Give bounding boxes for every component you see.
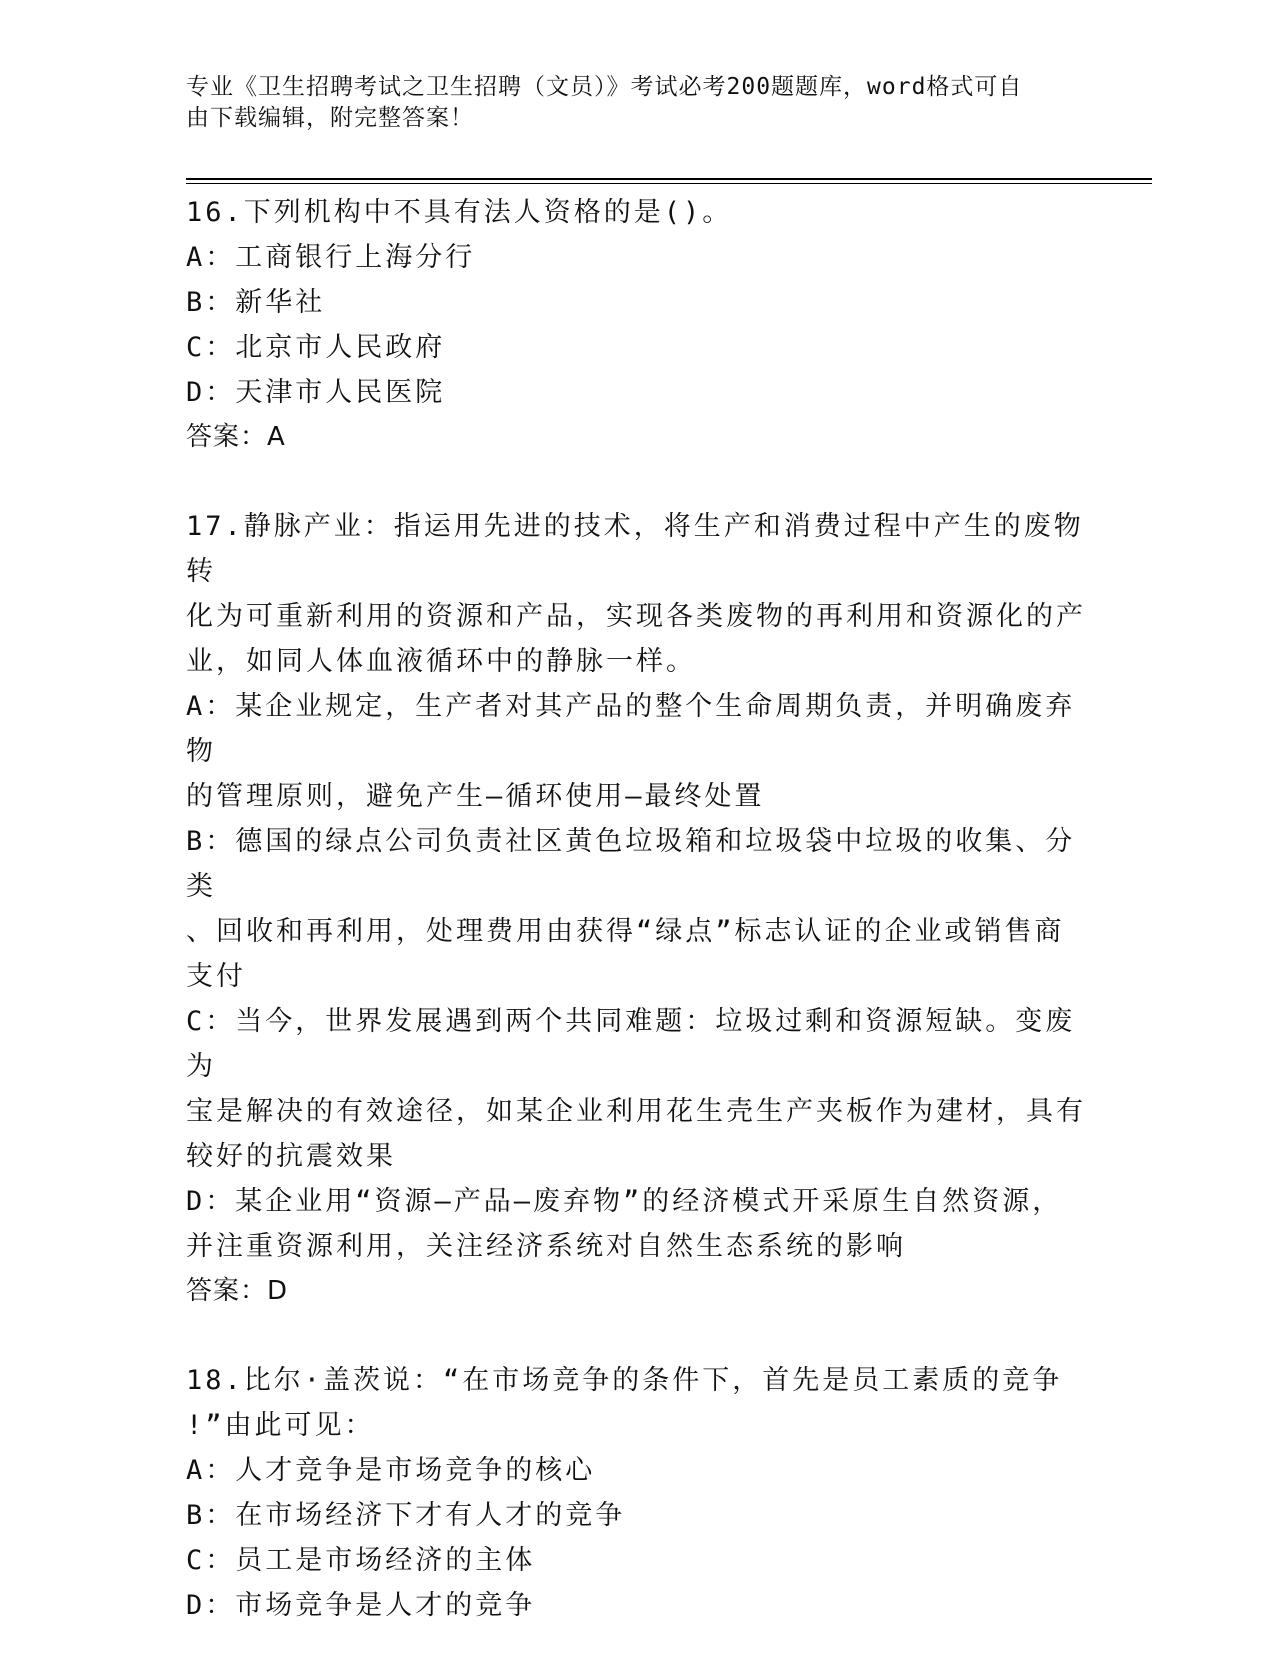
option-line: B：新华社 bbox=[186, 287, 326, 318]
question-block bbox=[186, 1358, 1086, 1628]
option-line: 并注重资源利用，关注经济系统对自然生态系统的影响 bbox=[186, 1231, 906, 1262]
question-stem-line: 业，如同人体血液循环中的静脉一样。 bbox=[186, 646, 696, 677]
question-block bbox=[186, 504, 1086, 1314]
header-rule-thin bbox=[186, 183, 1152, 184]
option-line: 较好的抗震效果 bbox=[186, 1141, 396, 1172]
question-stem-line: 化为可重新利用的资源和产品，实现各类废物的再利用和资源化的产 bbox=[186, 601, 1086, 632]
option-line: A：人才竞争是市场竞争的核心 bbox=[186, 1455, 596, 1486]
document-header bbox=[186, 72, 1066, 134]
header-line-2: 由下载编辑，附完整答案！ bbox=[186, 105, 474, 131]
option-line: C：员工是市场经济的主体 bbox=[186, 1545, 536, 1576]
option-line: D：天津市人民医院 bbox=[186, 377, 446, 408]
option-line: 的管理原则，避免产生—循环使用—最终处置 bbox=[186, 781, 765, 812]
question-block bbox=[186, 190, 1086, 460]
option-line: C：北京市人民政府 bbox=[186, 332, 446, 363]
option-line: D：某企业用“资源—产品—废弃物”的经济模式开采原生自然资源， bbox=[186, 1186, 1063, 1217]
question-stem-line: 18.比尔·盖茨说：“在市场竞争的条件下，首先是员工素质的竞争 bbox=[186, 1365, 1063, 1396]
header-line-1: 专业《卫生招聘考试之卫生招聘（文员）》考试必考200题题库，word格式可自 bbox=[186, 74, 1023, 100]
question-stem-line: 17.静脉产业：指运用先进的技术，将生产和消费过程中产生的废物转 bbox=[186, 511, 1084, 587]
option-line: A：工商银行上海分行 bbox=[186, 242, 476, 273]
option-line: B：在市场经济下才有人才的竞争 bbox=[186, 1500, 626, 1531]
option-line: 宝是解决的有效途径，如某企业利用花生壳生产夹板作为建材，具有 bbox=[186, 1096, 1086, 1127]
option-line: D：市场竞争是人才的竞争 bbox=[186, 1590, 536, 1621]
question-stem-line: 16.下列机构中不具有法人资格的是()。 bbox=[186, 197, 733, 228]
answer-label: 答案：D bbox=[186, 1276, 289, 1306]
header-rule-thick bbox=[186, 178, 1152, 180]
option-line: A：某企业规定，生产者对其产品的整个生命周期负责，并明确废弃物 bbox=[186, 691, 1076, 767]
option-line: 支付 bbox=[186, 961, 246, 992]
answer-label: 答案：A bbox=[186, 422, 286, 452]
question-list bbox=[186, 190, 1086, 1672]
option-line: 、回收和再利用，处理费用由获得“绿点”标志认证的企业或销售商 bbox=[186, 916, 1065, 947]
option-line: C：当今，世界发展遇到两个共同难题：垃圾过剩和资源短缺。变废为 bbox=[186, 1006, 1076, 1082]
question-stem-line: !”由此可见： bbox=[186, 1410, 375, 1441]
option-line: B：德国的绿点公司负责社区黄色垃圾箱和垃圾袋中垃圾的收集、分类 bbox=[186, 826, 1076, 902]
